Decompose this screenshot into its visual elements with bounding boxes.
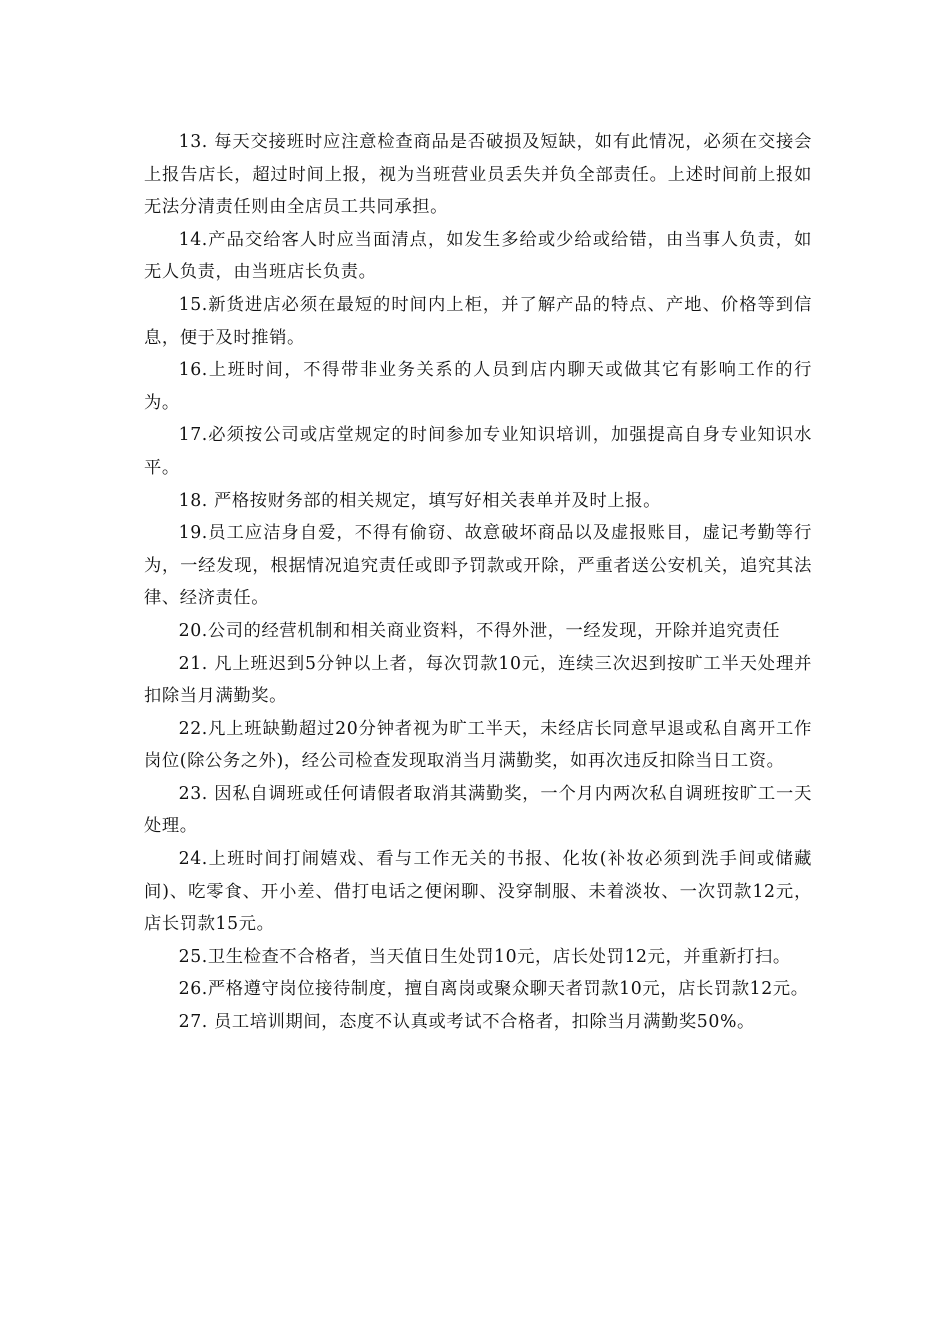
rule-paragraph-25: 25.卫生检查不合格者，当天值日生处罚10元，店长处罚12元，并重新打扫。 <box>178 946 791 967</box>
rule-paragraph-17: 17.必须按公司或店堂规定的时间参加专业知识培训，加强提高自身专业知识水平。 <box>144 425 812 478</box>
rule-paragraph-23: 23. 因私自调班或任何请假者取消其满勤奖，一个月内两次私自调班按旷工一天处理。 <box>144 783 812 837</box>
rule-paragraph-16: 16.上班时间，不得带非业务关系的人员到店内聊天或做其它有影响工作的行为。 <box>144 360 812 413</box>
rule-paragraph-18: 18. 严格按财务部的相关规定，填写好相关表单并及时上报。 <box>178 490 662 511</box>
rule-paragraph-26: 26.严格遵守岗位接待制度，擅自离岗或聚众聊天者罚款10元，店长罚款12元。 <box>178 979 809 1000</box>
rule-paragraph-22: 22.凡上班缺勤超过20分钟者视为旷工半天，未经店长同意早退或私自离开工作岗位(除公务之外)，经公司检查发现取消当月满勤奖，如再次违反扣除当日工资。 <box>144 718 812 772</box>
rule-paragraph-24: 24.上班时间打闹嬉戏、看与工作无关的书报、化妆(补妆必须到洗手间或储藏间)、吃零食、开小差、借打电话之便闲聊、没穿制服、未着淡妆、一次罚款12元，店长罚款15元。 <box>144 849 812 935</box>
document-body <box>144 126 812 1039</box>
rule-paragraph-27: 27. 员工培训期间，态度不认真或考试不合格者，扣除当月满勤奖50%。 <box>178 1012 755 1033</box>
rule-paragraph-20: 20.公司的经营机制和相关商业资料，不得外泄，一经发现，开除并追究责任 <box>178 620 781 641</box>
rule-paragraph-19: 19.员工应洁身自爱，不得有偷窃、故意破坏商品以及虚报账目，虚记考勤等行为，一经发现，根据情况追究责任或即予罚款或开除，严重者送公安机关，追究其法律、经济责任。 <box>144 523 812 609</box>
rule-paragraph-14: 14.产品交给客人时应当面清点，如发生多给或少给或给错，由当事人负责，如无人负责，由当班店长负责。 <box>144 229 812 283</box>
rule-paragraph-13: 13. 每天交接班时应注意检查商品是否破损及短缺，如有此情况，必须在交接会上报告店长，超过时间上报，视为当班营业员丢失并负全部责任。上述时间前上报如无法分清责任则由全店员工共同承担。 <box>144 132 812 218</box>
rule-paragraph-15: 15.新货进店必须在最短的时间内上柜，并了解产品的特点、产地、价格等到信息，便于及时推销。 <box>144 294 812 348</box>
rule-paragraph-21: 21. 凡上班迟到5分钟以上者，每次罚款10元，连续三次迟到按旷工半天处理并扣除当月满勤奖。 <box>144 653 812 707</box>
